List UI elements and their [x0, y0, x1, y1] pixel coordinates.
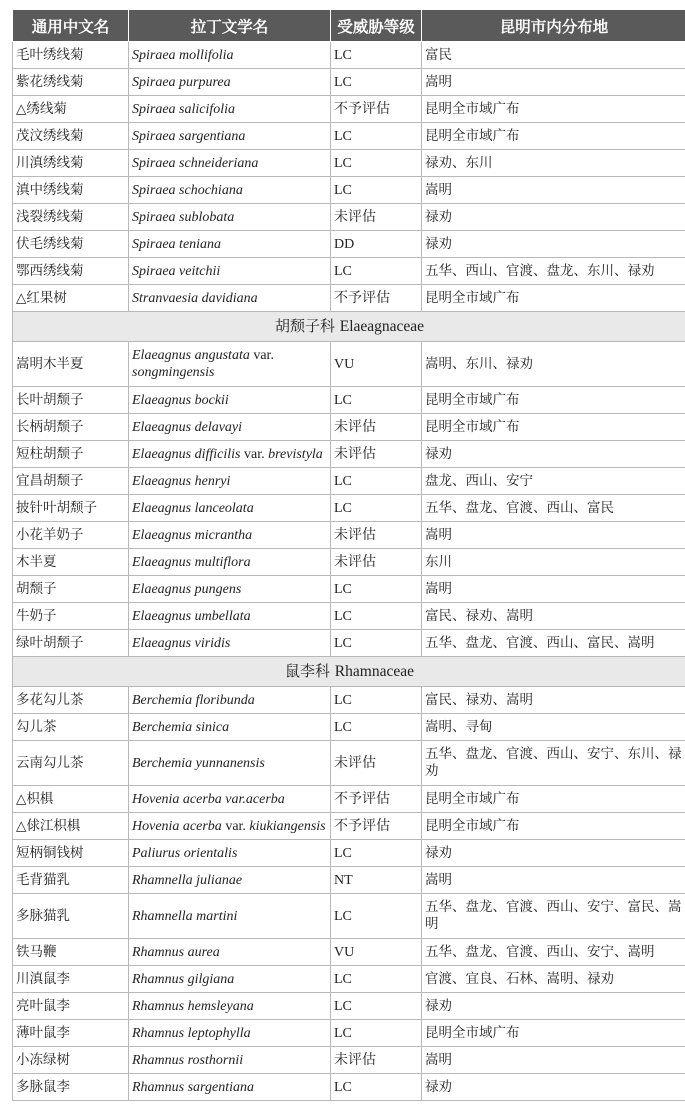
common-name-cell: 短柄铜钱树 [13, 840, 129, 867]
latin-name-cell [129, 966, 331, 993]
distribution-cell: 五华、盘龙、官渡、西山、安宁、东川、禄劝 [422, 741, 685, 786]
distribution-cell: 昆明全市域广布 [422, 813, 685, 840]
threat-level-cell: LC [331, 387, 422, 414]
table-row [13, 687, 685, 714]
latin-name-part: Elaeagnus bockii [132, 392, 229, 408]
common-name-cell: 绿叶胡颓子 [13, 630, 129, 657]
common-name-cell: 亮叶鼠李 [13, 993, 129, 1020]
distribution-cell: 昆明全市域广布 [422, 387, 685, 414]
distribution-cell: 禄劝 [422, 840, 685, 867]
common-name-cell: 毛背猫乳 [13, 867, 129, 894]
species-table [12, 10, 685, 1101]
latin-name-part: Rhamnella martini [132, 908, 238, 924]
latin-name-cell [129, 786, 331, 813]
distribution-cell: 昆明全市域广布 [422, 1020, 685, 1047]
common-name-cell: 嵩明木半夏 [13, 342, 129, 387]
threat-level-cell: LC [331, 258, 422, 285]
latin-name-part: Stranvaesia davidiana [132, 290, 258, 306]
latin-name-cell [129, 1074, 331, 1101]
distribution-cell: 官渡、宜良、石林、嵩明、禄劝 [422, 966, 685, 993]
threat-level-cell: 未评估 [331, 441, 422, 468]
common-name-cell: 小花羊奶子 [13, 522, 129, 549]
distribution-cell: 五华、西山、官渡、盘龙、东川、禄劝 [422, 258, 685, 285]
table-row [13, 441, 685, 468]
threat-level-cell: LC [331, 894, 422, 939]
latin-name-part: Spiraea schneideriana [132, 155, 259, 171]
latin-name-cell [129, 714, 331, 741]
table-row [13, 576, 685, 603]
latin-name-cell [129, 414, 331, 441]
threat-level-cell: LC [331, 495, 422, 522]
header-distribution: 昆明市内分布地 [422, 10, 685, 42]
latin-name-part: Rhamnus sargentiana [132, 1079, 254, 1095]
threat-level-cell: LC [331, 150, 422, 177]
threat-level-cell: LC [331, 1020, 422, 1047]
table-row [13, 177, 685, 204]
threat-level-cell: 不予评估 [331, 285, 422, 312]
table-row [13, 522, 685, 549]
common-name-cell: 勾儿茶 [13, 714, 129, 741]
threat-level-cell: NT [331, 867, 422, 894]
latin-name-cell [129, 630, 331, 657]
latin-name-cell [129, 522, 331, 549]
common-name-cell: 小冻绿树 [13, 1047, 129, 1074]
latin-name-cell [129, 342, 331, 387]
latin-name-part: Spiraea teniana [132, 236, 222, 252]
latin-name-part: songmingensis [132, 365, 215, 380]
latin-name-cell [129, 495, 331, 522]
distribution-cell: 昆明全市域广布 [422, 786, 685, 813]
table-row [13, 96, 685, 123]
distribution-cell: 嵩明 [422, 69, 685, 96]
threat-level-cell: LC [331, 69, 422, 96]
threat-level-cell: LC [331, 630, 422, 657]
latin-name-cell [129, 1020, 331, 1047]
common-name-cell: △枳椇 [13, 786, 129, 813]
family-heading [13, 312, 685, 342]
latin-name-part: Rhamnella julianae [132, 872, 243, 888]
table-row [13, 993, 685, 1020]
latin-name-cell [129, 258, 331, 285]
distribution-cell: 嵩明 [422, 1047, 685, 1074]
latin-name-part: Elaeagnus henryi [132, 473, 231, 489]
latin-name-part: Rhamnus leptophylla [132, 1025, 251, 1041]
distribution-cell: 昆明全市域广布 [422, 96, 685, 123]
table-row [13, 1047, 685, 1074]
distribution-cell: 禄劝 [422, 1074, 685, 1101]
threat-level-cell: LC [331, 1074, 422, 1101]
header-common-name: 通用中文名 [13, 10, 129, 42]
latin-name-cell [129, 177, 331, 204]
table-row [13, 549, 685, 576]
common-name-cell: 长叶胡颓子 [13, 387, 129, 414]
family-latin-name: Rhamnaceae [334, 663, 414, 680]
latin-name-part: Hovenia acerba [132, 818, 222, 834]
latin-name-cell [129, 285, 331, 312]
common-name-cell: 木半夏 [13, 549, 129, 576]
latin-name-cell [129, 123, 331, 150]
common-name-cell: 鄂西绣线菊 [13, 258, 129, 285]
latin-name-part: Elaeagnus delavayi [132, 419, 243, 435]
threat-level-cell: LC [331, 687, 422, 714]
common-name-cell: 川滇绣线菊 [13, 150, 129, 177]
latin-name-part: Paliurus orientalis [132, 845, 238, 861]
table-row [13, 867, 685, 894]
threat-level-cell: LC [331, 42, 422, 69]
table-row [13, 603, 685, 630]
family-chinese-name: 鼠李科 [285, 662, 331, 680]
common-name-cell: 多花勾儿茶 [13, 687, 129, 714]
latin-name-cell [129, 549, 331, 576]
latin-name-cell [129, 1047, 331, 1074]
distribution-cell: 五华、盘龙、官渡、西山、安宁、嵩明 [422, 939, 685, 966]
common-name-cell: 紫花绣线菊 [13, 69, 129, 96]
latin-name-cell [129, 939, 331, 966]
distribution-cell: 禄劝 [422, 441, 685, 468]
family-chinese-name: 胡颓子科 [274, 317, 335, 335]
table-body [13, 42, 685, 1101]
common-name-cell: 短柱胡颓子 [13, 441, 129, 468]
distribution-cell: 富民、禄劝、嵩明 [422, 687, 685, 714]
threat-level-cell: LC [331, 714, 422, 741]
latin-name-part: Rhamnus rosthornii [132, 1052, 244, 1068]
table-row [13, 630, 685, 657]
threat-level-cell: LC [331, 576, 422, 603]
latin-name-cell [129, 993, 331, 1020]
threat-level-cell: DD [331, 231, 422, 258]
latin-name-cell [129, 96, 331, 123]
latin-name-cell [129, 42, 331, 69]
common-name-cell: 川滇鼠李 [13, 966, 129, 993]
threat-level-cell: 未评估 [331, 549, 422, 576]
common-name-cell: 滇中绣线菊 [13, 177, 129, 204]
family-row [13, 312, 685, 342]
distribution-cell: 嵩明 [422, 867, 685, 894]
table-row [13, 123, 685, 150]
distribution-cell: 昆明全市域广布 [422, 414, 685, 441]
distribution-cell: 东川 [422, 549, 685, 576]
table-row [13, 258, 685, 285]
table-row [13, 495, 685, 522]
common-name-cell: 铁马鞭 [13, 939, 129, 966]
latin-name-cell [129, 603, 331, 630]
common-name-cell: △红果树 [13, 285, 129, 312]
common-name-cell: 茂汶绣线菊 [13, 123, 129, 150]
distribution-cell: 禄劝 [422, 993, 685, 1020]
table-row [13, 966, 685, 993]
common-name-cell: 多脉猫乳 [13, 894, 129, 939]
latin-name-part: var. [249, 348, 274, 363]
latin-name-part: Rhamnus aurea [132, 944, 220, 960]
latin-name-part: Spiraea schochiana [132, 182, 243, 198]
table-header-row [13, 10, 685, 42]
common-name-cell: △绣线菊 [13, 96, 129, 123]
latin-name-part: Elaeagnus umbellata [132, 608, 251, 624]
latin-name-cell [129, 69, 331, 96]
latin-name-part: Elaeagnus viridis [132, 635, 231, 651]
table-row [13, 813, 685, 840]
table-row [13, 714, 685, 741]
table-row [13, 840, 685, 867]
latin-name-cell [129, 204, 331, 231]
threat-level-cell: LC [331, 603, 422, 630]
family-latin-name: Elaeagnaceae [339, 318, 425, 335]
distribution-cell: 五华、盘龙、官渡、西山、安宁、富民、嵩明 [422, 894, 685, 939]
latin-name-part: Rhamnus hemsleyana [132, 998, 254, 1014]
latin-name-part: Hovenia acerba var.acerba [132, 791, 285, 807]
table-row [13, 741, 685, 786]
latin-name-part: Berchemia floribunda [132, 692, 255, 708]
threat-level-cell: LC [331, 840, 422, 867]
common-name-cell: 胡颓子 [13, 576, 129, 603]
latin-name-part: Spiraea veitchii [132, 263, 221, 279]
table-row [13, 387, 685, 414]
common-name-cell: 牛奶子 [13, 603, 129, 630]
table-row [13, 285, 685, 312]
species-table-container [12, 10, 685, 1101]
threat-level-cell: LC [331, 123, 422, 150]
latin-name-part: Spiraea mollifolia [132, 47, 234, 63]
latin-name-part: Spiraea sublobata [132, 209, 235, 225]
distribution-cell: 嵩明 [422, 576, 685, 603]
latin-name-cell [129, 150, 331, 177]
distribution-cell: 富民 [422, 42, 685, 69]
latin-name-part: Spiraea purpurea [132, 74, 231, 90]
common-name-cell: 披针叶胡颓子 [13, 495, 129, 522]
latin-name-cell [129, 741, 331, 786]
threat-level-cell: VU [331, 939, 422, 966]
distribution-cell: 昆明全市域广布 [422, 285, 685, 312]
threat-level-cell: 不予评估 [331, 786, 422, 813]
threat-level-cell: LC [331, 966, 422, 993]
family-heading [13, 657, 685, 687]
distribution-cell: 禄劝 [422, 204, 685, 231]
threat-level-cell: 不予评估 [331, 96, 422, 123]
latin-name-part: brevistyla [268, 446, 323, 462]
distribution-cell: 嵩明 [422, 522, 685, 549]
threat-level-cell: 不予评估 [331, 813, 422, 840]
latin-name-part: var. [240, 446, 269, 462]
table-row [13, 468, 685, 495]
common-name-cell: 宜昌胡颓子 [13, 468, 129, 495]
latin-name-cell [129, 894, 331, 939]
latin-name-part: Elaeagnus angustata [132, 348, 250, 363]
distribution-cell: 嵩明、东川、禄劝 [422, 342, 685, 387]
latin-name-part: Elaeagnus lanceolata [132, 500, 254, 516]
latin-name-part: Spiraea sargentiana [132, 128, 246, 144]
threat-level-cell: LC [331, 468, 422, 495]
common-name-cell: 浅裂绣线菊 [13, 204, 129, 231]
distribution-cell: 五华、盘龙、官渡、西山、富民、嵩明 [422, 630, 685, 657]
latin-name-cell [129, 576, 331, 603]
distribution-cell: 富民、禄劝、嵩明 [422, 603, 685, 630]
latin-name-cell [129, 813, 331, 840]
common-name-cell: 薄叶鼠李 [13, 1020, 129, 1047]
table-row [13, 939, 685, 966]
common-name-cell: 多脉鼠李 [13, 1074, 129, 1101]
latin-name-part: Berchemia sinica [132, 719, 230, 735]
latin-name-part: Elaeagnus pungens [132, 581, 242, 597]
family-row [13, 657, 685, 687]
common-name-cell: 伏毛绣线菊 [13, 231, 129, 258]
threat-level-cell: LC [331, 993, 422, 1020]
latin-name-cell [129, 441, 331, 468]
threat-level-cell: 未评估 [331, 204, 422, 231]
distribution-cell: 禄劝 [422, 231, 685, 258]
latin-name-cell [129, 387, 331, 414]
latin-name-part: Elaeagnus multiflora [132, 554, 251, 570]
threat-level-cell: 未评估 [331, 741, 422, 786]
distribution-cell: 盘龙、西山、安宁 [422, 468, 685, 495]
latin-name-cell [129, 867, 331, 894]
distribution-cell: 昆明全市域广布 [422, 123, 685, 150]
table-row [13, 1074, 685, 1101]
latin-name-part: var. [221, 818, 250, 834]
header-latin-name: 拉丁文学名 [129, 10, 331, 42]
latin-name-cell [129, 231, 331, 258]
table-row [13, 42, 685, 69]
latin-name-part: Rhamnus gilgiana [132, 971, 235, 987]
table-row [13, 414, 685, 441]
common-name-cell: 毛叶绣线菊 [13, 42, 129, 69]
common-name-cell: △俅江枳椇 [13, 813, 129, 840]
latin-name-cell [129, 687, 331, 714]
latin-name-part: Elaeagnus difficilis [132, 446, 241, 462]
distribution-cell: 五华、盘龙、官渡、西山、富民 [422, 495, 685, 522]
threat-level-cell: 未评估 [331, 522, 422, 549]
latin-name-part: Elaeagnus micrantha [132, 527, 253, 543]
threat-level-cell: 未评估 [331, 414, 422, 441]
table-row [13, 786, 685, 813]
distribution-cell: 嵩明、寻甸 [422, 714, 685, 741]
latin-name-part: Spiraea salicifolia [132, 101, 236, 117]
latin-name-cell [129, 840, 331, 867]
threat-level-cell: VU [331, 342, 422, 387]
common-name-cell: 云南勾儿茶 [13, 741, 129, 786]
table-row [13, 204, 685, 231]
latin-name-part: Berchemia yunnanensis [132, 755, 265, 771]
table-row [13, 894, 685, 939]
header-threat-level: 受威胁等级 [331, 10, 422, 42]
distribution-cell: 禄劝、东川 [422, 150, 685, 177]
common-name-cell: 长柄胡颓子 [13, 414, 129, 441]
table-row [13, 150, 685, 177]
latin-name-part: kiukiangensis [249, 818, 326, 834]
table-row [13, 342, 685, 387]
distribution-cell: 嵩明 [422, 177, 685, 204]
table-row [13, 231, 685, 258]
latin-name-cell [129, 468, 331, 495]
threat-level-cell: 未评估 [331, 1047, 422, 1074]
threat-level-cell: LC [331, 177, 422, 204]
table-row [13, 1020, 685, 1047]
table-row [13, 69, 685, 96]
